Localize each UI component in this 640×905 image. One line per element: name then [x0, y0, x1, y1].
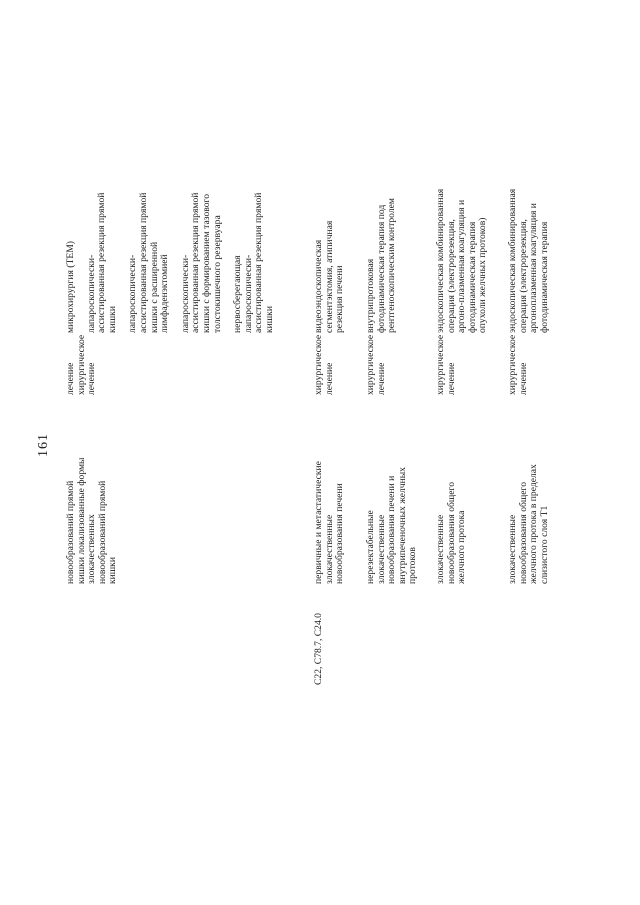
- condition-line: злокачественные: [375, 514, 387, 584]
- condition-line: желчного протока: [456, 510, 468, 584]
- icd-code: C22, C78.7, C24.0: [313, 613, 324, 685]
- method-line: резекция печени: [334, 265, 346, 333]
- method-entry: [233, 193, 275, 333]
- method-line: фотодинамическая терапия: [538, 221, 550, 333]
- condition-line: новообразования общего: [517, 481, 529, 584]
- treatment-line: хирургическое: [507, 334, 518, 395]
- method-line: лимфаденэктомией: [159, 254, 171, 333]
- condition-line: кишки локализованные формы: [75, 457, 87, 584]
- condition-cell: [508, 464, 550, 584]
- method-line: эндоскопическая комбинированная: [507, 188, 518, 333]
- page-number: 161: [36, 433, 51, 457]
- method-entry: [128, 193, 170, 333]
- method-line: лапароскопически-: [127, 254, 139, 333]
- method-line: эндоскопическая комбинированная: [435, 188, 446, 333]
- treatment-line: хирургическое: [75, 334, 87, 395]
- condition-line: злокачественные: [323, 514, 335, 584]
- condition-line: злокачественные: [507, 514, 518, 584]
- condition-cell: [314, 461, 346, 584]
- method-line: ассистированная резекция прямой: [190, 192, 202, 333]
- treatment-line: лечение: [517, 362, 529, 395]
- condition-line: протоков: [407, 547, 419, 584]
- method-line: внутрипротоковая: [365, 258, 376, 333]
- treatment-line: лечение: [323, 362, 335, 395]
- method-cell: [314, 221, 346, 333]
- method-line: аргоно-плазменная коагуляция и: [456, 199, 468, 333]
- method-line: опухоли желчных протоков): [477, 217, 489, 333]
- condition-cell: [436, 482, 468, 584]
- condition-cell: [66, 458, 119, 585]
- method-entry: [87, 193, 119, 333]
- treatment-line: лечение: [86, 362, 98, 395]
- condition-line: новообразований прямой: [65, 480, 76, 584]
- method-cell: [436, 189, 489, 333]
- condition-line: новообразований прямой: [96, 480, 108, 584]
- condition-line: новообразования печени: [334, 483, 346, 584]
- method-line: операция (электрорезекция,: [517, 219, 529, 333]
- method-line: нервосберегающая: [232, 255, 244, 333]
- treatment-cell: [314, 335, 335, 395]
- method-line: операция (электрорезекция,: [445, 219, 457, 333]
- method-line: рентгеноскопическим контролем: [386, 198, 398, 333]
- condition-line: злокачественные: [435, 514, 446, 584]
- condition-cell: [366, 467, 419, 584]
- treatment-cell: [66, 335, 98, 395]
- method-entry: [181, 193, 223, 333]
- condition-line: кишки: [107, 557, 119, 584]
- method-line: кишки с формированием тазового: [200, 193, 212, 333]
- treatment-line: лечение: [445, 362, 457, 395]
- condition-line: желчного протока в пределах: [528, 464, 540, 584]
- method-line: фотодинамическая терапия под: [375, 204, 387, 333]
- condition-line: первичные и метастатические: [313, 461, 324, 584]
- condition-line: слизистого слоя T1: [538, 505, 550, 584]
- treatment-line: хирургическое: [435, 334, 446, 395]
- method-line: кишки: [263, 306, 275, 333]
- method-line: ассистированная резекция прямой: [137, 192, 149, 333]
- method-line: ассистированная резекция прямой: [253, 192, 265, 333]
- method-cell: [366, 198, 398, 333]
- method-line: кишки с расширенной: [148, 241, 160, 333]
- condition-line: новообразования печени и: [386, 475, 398, 584]
- method-line: видеоэндоскопическая: [313, 239, 324, 333]
- method-line: лапароскопически-: [242, 254, 254, 333]
- treatment-line: хирургическое: [313, 334, 324, 395]
- treatment-cell: [366, 335, 387, 395]
- method-line: фотодинамическая терапия: [466, 221, 478, 333]
- condition-line: внутрипеченочных желчных: [396, 467, 408, 584]
- treatment-line: хирургическое: [365, 334, 376, 395]
- treatment-line: лечение: [375, 362, 387, 395]
- method-line: лапароскопически-: [179, 254, 191, 333]
- method-entry: [66, 193, 77, 333]
- treatment-cell: [508, 335, 529, 395]
- method-line: сегментэктомия, атипичная: [323, 220, 335, 333]
- treatment-cell: [436, 335, 457, 395]
- method-line: микрохирургия (ТЕМ): [65, 241, 76, 333]
- treatment-line: лечение: [65, 362, 76, 395]
- method-line: аргоноплазменная коагуляция и: [528, 203, 540, 333]
- condition-line: новообразования общего: [445, 481, 457, 584]
- method-line: ассистированная резекция прямой: [96, 192, 108, 333]
- method-cell: [66, 193, 286, 333]
- method-cell: [508, 189, 550, 333]
- method-line: толстокишечного резервуара: [211, 215, 223, 333]
- method-line: кишки: [106, 306, 118, 333]
- code-cell: [314, 613, 325, 685]
- condition-line: злокачественных: [86, 514, 98, 584]
- method-line: лапароскопически-: [85, 254, 97, 333]
- condition-line: нерезектабельные: [365, 510, 376, 584]
